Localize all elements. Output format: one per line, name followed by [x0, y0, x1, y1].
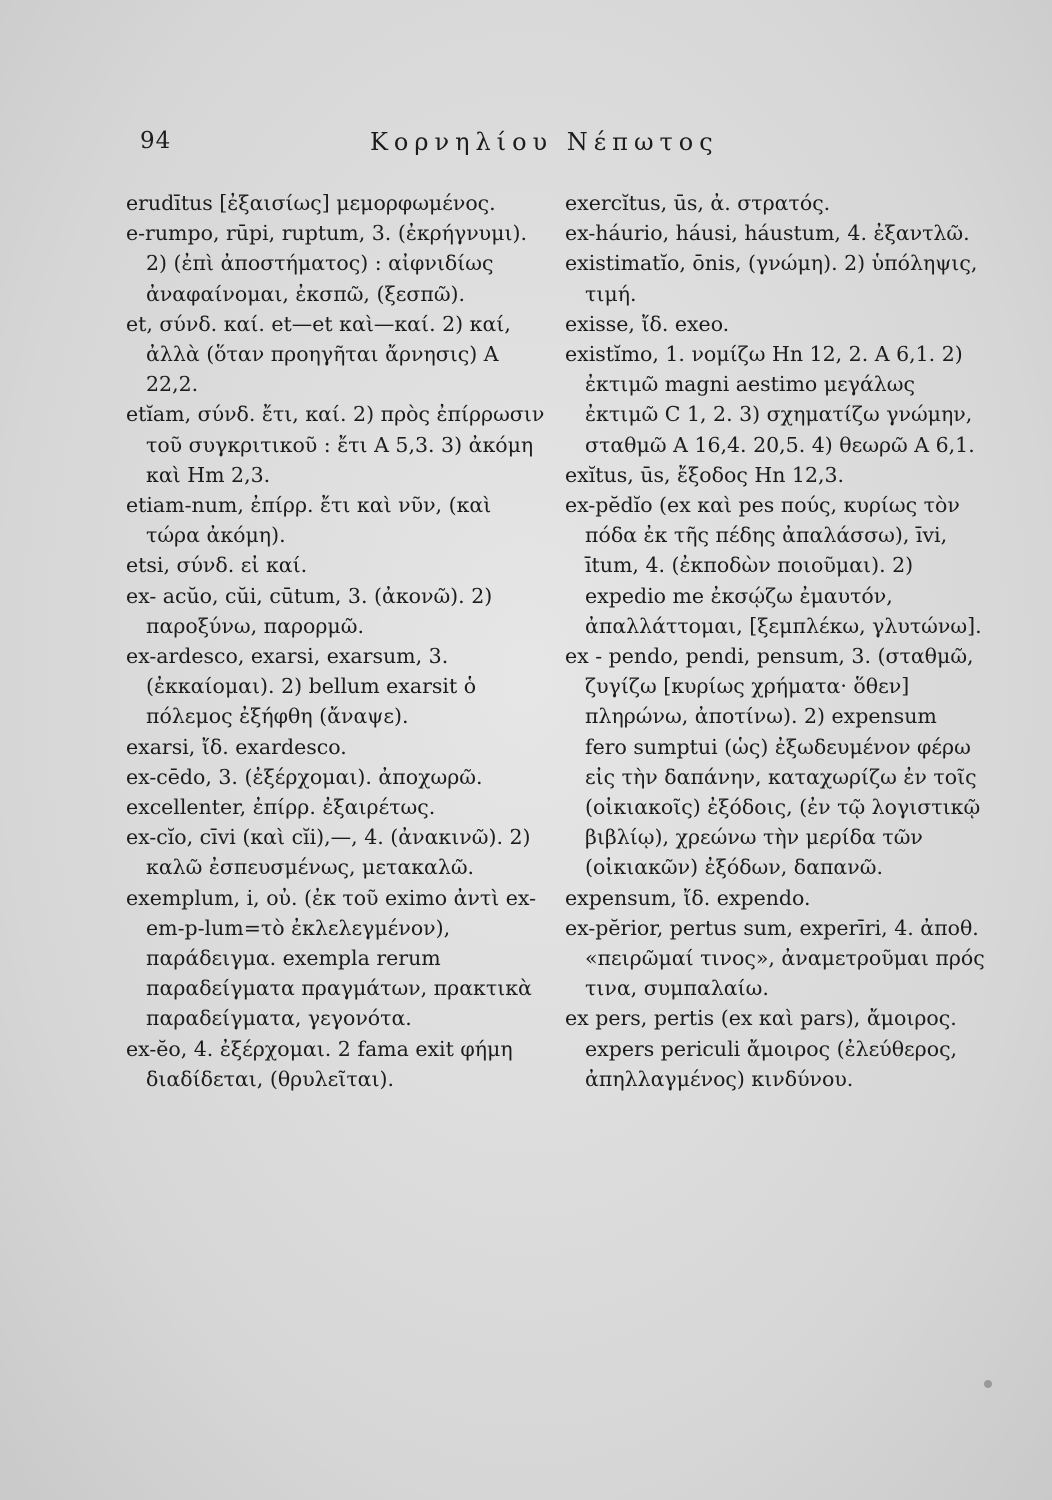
dictionary-entry: ex-háurio, háusi, háustum, 4. ἐξαντλῶ.: [565, 221, 970, 246]
dictionary-entry: e-rumpo, rūpi, ruptum, 3. (ἐκρήγνυμι). 2) (ἐπὶ ἀποστήματος) : αἰφνιδίως ἀναφαίνομαι, ἐκσπῶ, (ξεσπῶ).: [126, 221, 528, 306]
right-column: [565, 188, 985, 1094]
dictionary-entry: ex- acŭo, cŭi, cūtum, 3. (ἀκονῶ). 2) παροξύνω, παρορμῶ.: [126, 583, 493, 638]
dictionary-entry: expensum, ἴδ. expendo.: [565, 885, 811, 910]
dictionary-entry: ex-ardesco, exarsi, exarsum, 3. (ἐκκαίομαι). 2) bellum exarsit ὁ πόλεμος ἐξήφθη (ἄναψε).: [126, 644, 477, 729]
dictionary-entry: exemplum, i, οὐ. (ἐκ τοῦ eximo ἀντὶ ex-em-p-lum=τὸ ἐκλελεγμένον), παράδειγμα. exempla rerum παραδείγματα πραγμάτων, πρακτικὰ παραδείγματα, γεγονότα.: [126, 885, 537, 1031]
dictionary-entry: exĭtus, ūs, ἔξοδος Hn 12,3.: [565, 462, 845, 487]
dictionary-entry: ex - pendo, pendi, pensum, 3. (σταθμῶ, ζυγίζω [κυρίως χρήματα· ὅθεν] πληρώνω, ἀποτίνω). 2) expensum fero sumptui (ὡς) ἐξωδευμένον φέρω εἰς τὴν δαπάνην, καταχωρίζω ἐν τοῖς (οἰκιακοῖς) ἐξόδοις, (ἐν τῷ λογιστικῷ βιβλίῳ), χρεώνω τὴν μερίδα τῶν (οἰκιακῶν) ἐξόδων, δαπανῶ.: [565, 644, 981, 880]
dictionary-entry: ex-ĕo, 4. ἐξέρχομαι. 2 fama exit φήμη διαδίδεται, (θρυλεῖται).: [126, 1036, 513, 1091]
ink-smudge: [984, 1380, 992, 1388]
dictionary-entry: ex-pĕrior, pertus sum, experīri, 4. ἀποθ. «πειρῶμαί τινος», ἀναμετροῦμαι πρός τινα, συμπαλαίω.: [565, 915, 985, 1001]
left-column: [126, 188, 546, 1094]
running-title: Κορνηλίου Νέπωτος: [370, 128, 719, 156]
dictionary-entry: etiam-num, ἐπίρρ. ἔτι καὶ νῦν, (καὶ τώρα ἀκόμη).: [126, 493, 492, 548]
page-number: 94: [140, 128, 172, 154]
dictionary-entry: ex-cēdo, 3. (ἐξέρχομαι). ἀποχωρῶ.: [126, 764, 483, 789]
dictionary-entry: ex pers, pertis (ex καὶ pars), ἄμοιρος. expers periculi ἄμοιρος (ἐλεύθερος, ἀπηλλαγμένος) κινδύνου.: [565, 1006, 958, 1091]
dictionary-entry: exercĭtus, ūs, ἀ. στρατός.: [565, 191, 831, 215]
dictionary-entry: erudītus [ἐξαισίως] μεμορφωμένος.: [126, 191, 496, 215]
page-header: [140, 128, 920, 162]
dictionary-entry: excellenter, ἐπίρρ. ἐξαιρέτως.: [126, 795, 436, 820]
dictionary-entry: exarsi, ἴδ. exardesco.: [126, 734, 347, 759]
dictionary-entry: ex-pĕdĭo (ex καὶ pes πούς, κυρίως τὸν πόδα ἐκ τῆς πέδης ἀπαλάσσω), īvi, ītum, 4. (ἐκποδὼν ποιοῦμαι). 2) expedio me ἐκσῴζω ἐμαυτόν, ἀπαλλάττομαι, [ξεμπλέκω, γλυτώνω].: [565, 493, 982, 638]
dictionary-entry: existimatĭo, ōnis, (γνώμη). 2) ὑπόληψις, τιμή.: [565, 251, 978, 306]
dictionary-entry: ex-cĭo, cīvi (καὶ cĭi),—, 4. (ἀνακινῶ). 2) καλῶ ἐσπευσμένως, μετακαλῶ.: [126, 825, 531, 880]
dictionary-entry: et, σύνδ. καί. et—et καὶ—καί. 2) καί, ἀλλὰ (ὅταν προηγῆται ἄρνησις) A 22,2.: [126, 311, 511, 397]
dictionary-entry: existĭmo, 1. νομίζω Hn 12, 2. A 6,1. 2) ἐκτιμῶ magni aestimo μεγάλως ἐκτιμῶ C 1, 2. 3) σχηματίζω γνώμην, σταθμῶ A 16,4. 20,5. 4) θεωρῶ A 6,1.: [565, 342, 975, 457]
dictionary-entry: etsi, σύνδ. εἰ καί.: [126, 553, 308, 578]
dictionary-entry: etĭam, σύνδ. ἔτι, καί. 2) πρὸς ἐπίρρωσιν τοῦ συγκριτικοῦ : ἔτι A 5,3. 3) ἀκόμη καὶ Hm 2,3.: [126, 402, 545, 487]
dictionary-entry: exisse, ἴδ. exeo.: [565, 311, 730, 336]
